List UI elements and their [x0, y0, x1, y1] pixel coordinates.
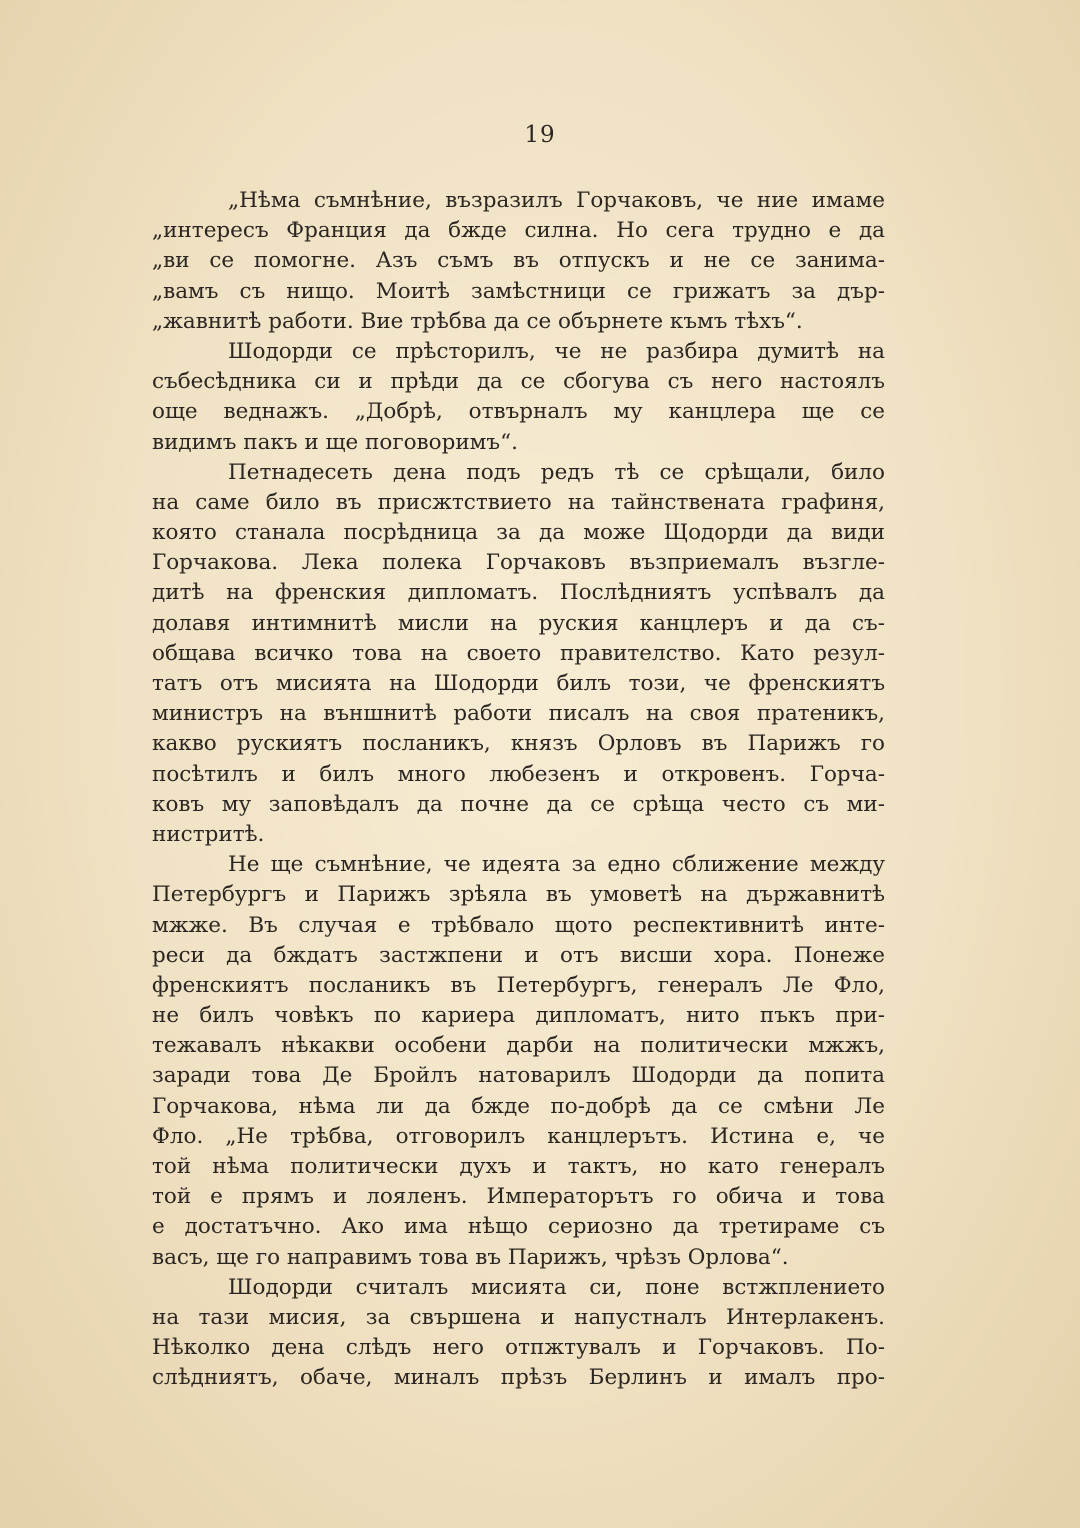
- text-line: той е прямъ и лояленъ. Императорътъ го обича и това: [152, 1184, 885, 1210]
- page-number: 19: [524, 122, 556, 148]
- text-line: френскиятъ посланикъ въ Петербургъ, генералъ Ле Фло,: [152, 972, 885, 998]
- text-line: Не ще съмнѣние, че идеята за едно сближение между: [228, 852, 885, 878]
- body-text: [152, 186, 885, 1394]
- text-line: нистритѣ.: [152, 821, 265, 847]
- text-line: още веднажъ. „Добрѣ, отвърналъ му канцлера ще се: [152, 399, 885, 425]
- text-line: Фло. „Не трѣбва, отговорилъ канцлерътъ. Истина е, че: [152, 1123, 885, 1149]
- text-line: „вамъ съ нищо. Моитѣ замѣстници се грижатъ за дър-: [152, 278, 885, 304]
- text-line: видимъ пакъ и ще поговоримъ“.: [152, 429, 518, 455]
- text-line: която станала посрѣдница за да може Щодорди да види: [152, 520, 885, 546]
- text-line: на тази мисия, за свършена и напустналъ Интерлакенъ.: [152, 1304, 885, 1330]
- text-line: Шодорди се прѣсторилъ, че не разбира думитѣ на: [228, 338, 885, 364]
- text-line: тежавалъ нѣкакви особени дарби на политически мжжъ,: [152, 1033, 885, 1059]
- text-line: Петербургъ и Парижъ зрѣяла въ умоветѣ на държавнитѣ: [152, 882, 885, 908]
- text-line: „Нѣма съмнѣние, възразилъ Горчаковъ, че ние имаме: [228, 188, 885, 213]
- text-line: мжже. Въ случая е трѣбвало щото респективнитѣ инте-: [152, 912, 885, 938]
- paragraph-2: [152, 337, 885, 458]
- text-line: какво рускиятъ посланикъ, князъ Орловъ въ Парижъ го: [152, 731, 885, 757]
- text-line: реси да бждатъ застжпени и отъ висши хора. Понеже: [152, 942, 885, 968]
- text-line: Шодорди считалъ мисията си, поне встжплението: [228, 1274, 885, 1300]
- text-line: васъ, ще го направимъ това въ Парижъ, чрѣзъ Орлова“.: [152, 1244, 789, 1270]
- text-line: слѣдниятъ, обаче, миналъ прѣзъ Берлинъ и ималъ про-: [152, 1365, 885, 1391]
- text-line: „жавнитѣ работи. Вие трѣбва да се обърнете къмъ тѣхъ“.: [152, 308, 803, 334]
- paragraph-5: [152, 1273, 885, 1394]
- text-line: Горчакова. Лека полека Горчаковъ възприемалъ възгле-: [152, 550, 885, 576]
- text-line: „ви се помогне. Азъ съмъ въ отпускъ и не се занима-: [152, 248, 885, 274]
- paragraph-1: [152, 186, 885, 337]
- text-line: Горчакова, нѣма ли да бжде по-добрѣ да се смѣни Ле: [152, 1093, 885, 1119]
- text-line: ковъ му заповѣдалъ да почне да се срѣща често съ ми-: [152, 791, 885, 817]
- text-line: „интересъ Франция да бжде силна. Но сега трудно е да: [152, 218, 885, 244]
- text-line: Петнадесеть дена подъ редъ тѣ се срѣщали, било: [228, 459, 885, 485]
- text-line: общава всичко това на своето правителство. Като резул-: [152, 640, 885, 666]
- text-line: татъ отъ мисията на Шодорди билъ този, че френскиятъ: [152, 671, 885, 696]
- text-line: той нѣма политически духъ и тактъ, но като генералъ: [152, 1154, 885, 1179]
- text-line: посѣтилъ и билъ много любезенъ и откровенъ. Горча-: [152, 761, 885, 787]
- text-line: не билъ човѣкъ по кариера дипломатъ, нито пъкъ при-: [152, 1003, 885, 1029]
- text-line: Нѣколко дена слѣдъ него отпжтувалъ и Горчаковъ. По-: [152, 1335, 885, 1361]
- text-line: на саме било въ присжтствието на тайнствената графиня,: [152, 489, 885, 515]
- text-line: дитѣ на френския дипломатъ. Послѣдниятъ успѣвалъ да: [152, 580, 885, 606]
- text-line: долавя интимнитѣ мисли на руския канцлеръ и да съ-: [152, 610, 885, 636]
- text-line: събесѣдника си и прѣди да се сбогува съ него настоялъ: [152, 369, 885, 395]
- text-line: заради това Де Бройлъ натоварилъ Шодорди да попита: [152, 1063, 885, 1089]
- text-line: е достатъчно. Ако има нѣщо сериозно да третираме съ: [152, 1214, 885, 1240]
- text-line: министръ на външнитѣ работи писалъ на своя пратеникъ,: [152, 701, 885, 727]
- paragraph-3: [152, 458, 885, 850]
- paragraph-4: [152, 850, 885, 1273]
